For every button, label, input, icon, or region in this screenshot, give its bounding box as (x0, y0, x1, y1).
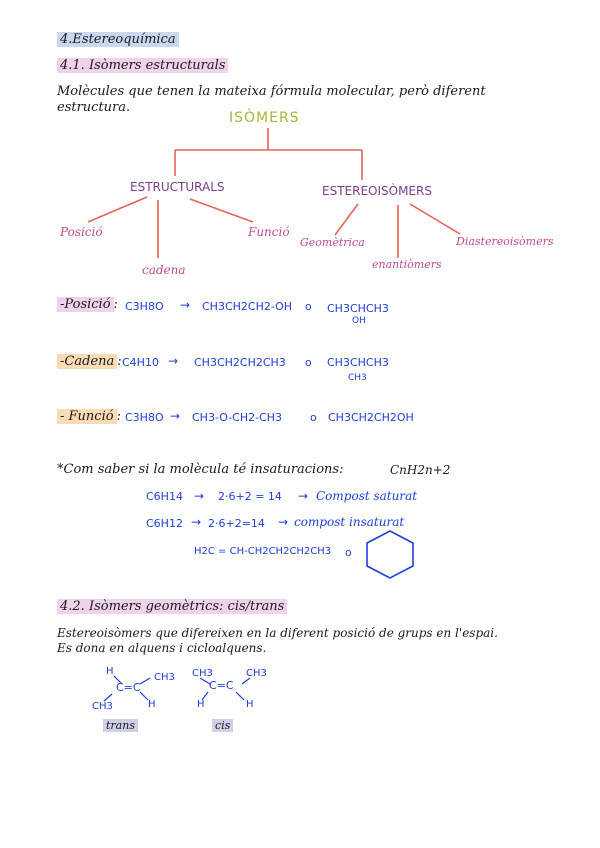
unsaturated-calc: 2·6+2=14 (208, 517, 265, 530)
section2-line1: Estereoisòmers que difereixen en la diferent posició de grups en l'espai. (57, 626, 498, 640)
saturated-formula: C6H14 (146, 490, 183, 503)
tree-leaf-posicio: Posició (60, 225, 103, 239)
example-formula: C4H10 (122, 356, 159, 369)
example-isomer-b: CH3CHCH3 (327, 356, 389, 369)
example-formula: C3H8O (125, 411, 164, 424)
tree-root: ISÒMERS (229, 110, 300, 126)
unsaturated-formula: C6H12 (146, 517, 183, 530)
tree-leaf-enantiomers: enantiòmers (372, 258, 442, 271)
unsaturated-result: compost insaturat (294, 515, 405, 529)
section1-definition-line1: Molècules que tenen la mateixa fórmula molecular, però diferent (57, 84, 486, 99)
arrow-icon: → (194, 489, 205, 503)
arrow-icon: → (191, 515, 202, 529)
insaturation-intro: *Com saber si la molècula té insaturacions: (57, 462, 344, 477)
example-label: - Funció (57, 409, 117, 424)
arrow-icon: → (278, 515, 289, 529)
example-label: -Cadena (57, 354, 117, 369)
trans-label: trans (103, 719, 138, 732)
example-isomer-a: CH3CH2CH2CH3 (194, 356, 286, 369)
example-formula: C3H8O (125, 300, 164, 313)
tree-structural: ESTRUCTURALS (130, 180, 225, 194)
example-or: o (310, 411, 317, 424)
trans-h-top: H (106, 666, 114, 677)
tree-leaf-funcio: Funció (248, 225, 290, 239)
example-or: o (305, 300, 312, 313)
saturated-result: Compost saturat (316, 489, 418, 503)
tree-stereo: ESTEREOISÒMERS (322, 184, 432, 198)
cis-ch3-left: CH3 (192, 668, 213, 679)
section2-heading: 4.2. Isòmers geomètrics: cis/trans (57, 599, 287, 614)
arrow-icon: → (298, 489, 309, 503)
cis-ch3-right: CH3 (246, 668, 267, 679)
saturated-calc: 2·6+2 = 14 (218, 490, 282, 503)
cis-h-left: H (197, 699, 205, 710)
example-or: o (305, 356, 312, 369)
tree-leaf-cadena: cadena (142, 263, 186, 277)
cis-label: cis (212, 719, 233, 732)
alkene-formula: H2C = CH-CH2CH2CH2CH3 (194, 546, 332, 557)
section2-line2: Es dona en alquens i cicloalquens. (57, 641, 267, 655)
arrow-icon: → (168, 354, 179, 368)
section1-definition-line2: estructura. (57, 100, 131, 115)
example-isomer-b: CH3CH2CH2OH (328, 411, 414, 424)
trans-h-bottom: H (148, 699, 156, 710)
section1-heading: 4.1. Isòmers estructurals (57, 58, 228, 73)
trans-double-bond: C=C (116, 681, 141, 694)
general-formula: CnH2n+2 (390, 463, 451, 477)
cyclohexane-hexagon (367, 531, 413, 578)
arrow-icon: → (180, 298, 191, 312)
tree-leaf-geometrica: Geomètrica (300, 236, 365, 249)
trans-ch3-right: CH3 (154, 672, 175, 683)
alkene-or: o (345, 546, 352, 559)
page-title: 4.Estereoquímica (57, 32, 179, 47)
trans-ch3-left: CH3 (92, 701, 113, 712)
tree-leaf-diastereoisomers: Diastereoisòmers (456, 235, 554, 248)
example-label: -Posició (57, 297, 114, 312)
example-isomer-b-branch: CH3 (348, 373, 367, 383)
example-isomer-a: CH3CH2CH2-OH (202, 300, 293, 313)
example-isomer-b-branch: OH (352, 316, 366, 326)
example-isomer-b: CH3CHCH3 (327, 302, 389, 315)
example-isomer-a: CH3-O-CH2-CH3 (192, 411, 283, 424)
cis-double-bond: C=C (209, 679, 234, 692)
arrow-icon: → (170, 409, 181, 423)
cis-h-right: H (246, 699, 254, 710)
